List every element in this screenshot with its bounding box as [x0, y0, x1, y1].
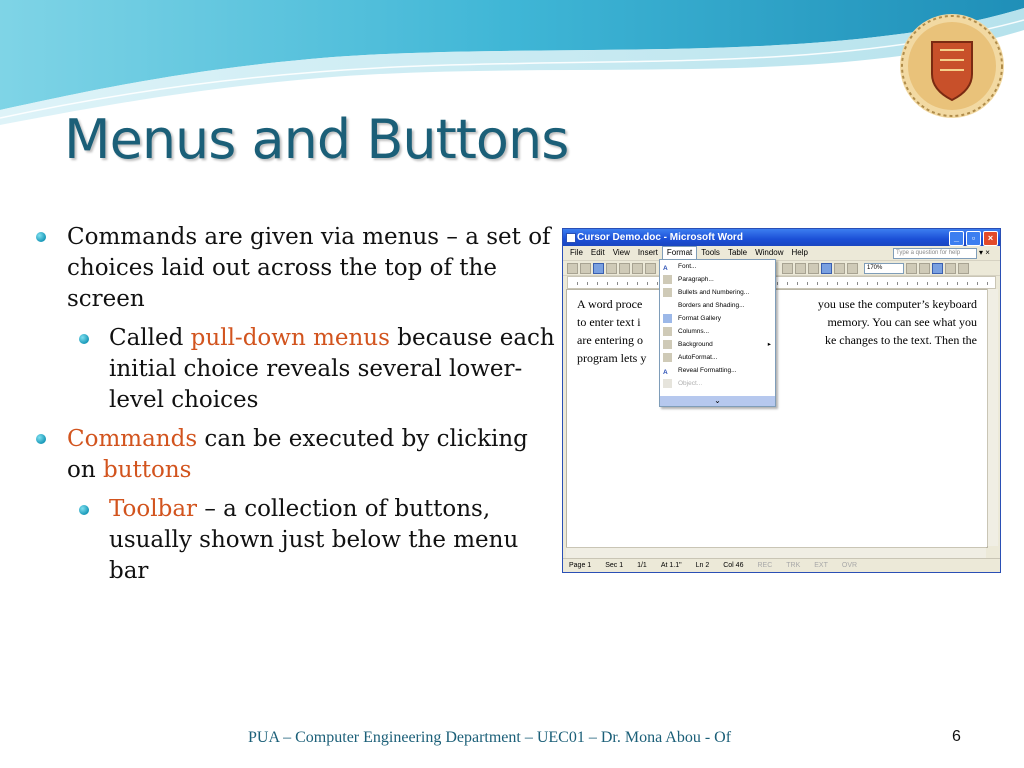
menu-table[interactable]: Table [727, 248, 748, 257]
autoformat-icon [663, 353, 672, 362]
drawing-icon[interactable] [821, 263, 832, 274]
bullet-item [36, 222, 556, 315]
excel-icon[interactable] [795, 263, 806, 274]
highlight-text: buttons [102, 457, 192, 483]
window-title: Cursor Demo.doc - Microsoft Word [577, 232, 743, 243]
bullet-text: – a collection of buttons, usually shown just below the menu bar [109, 496, 519, 584]
paragraph-icon [663, 275, 672, 284]
menu-item-borders[interactable]: Borders and Shading... [678, 302, 745, 309]
bullets-icon [663, 288, 672, 297]
open-icon[interactable] [580, 263, 591, 274]
underline-icon[interactable] [919, 263, 930, 274]
doc-line: you use the computer’s keyboard [817, 297, 977, 311]
minimize-button[interactable]: _ [949, 231, 964, 246]
bullet-list [36, 222, 556, 595]
background-icon [663, 340, 672, 349]
expand-menu-chevron-icon[interactable]: ⌄ [660, 396, 775, 406]
columns-icon[interactable] [808, 263, 819, 274]
submenu-arrow-icon: ▸ [767, 341, 771, 348]
gallery-icon [663, 314, 672, 323]
slide-title: Menus and Buttons [64, 108, 569, 171]
status-rec[interactable]: REC [757, 562, 773, 569]
standard-toolbar [563, 261, 1000, 276]
document-map-icon[interactable] [834, 263, 845, 274]
bullet-text: can be executed by clicking on [67, 426, 528, 483]
sub-bullet-item [36, 494, 556, 587]
reveal-icon: A [663, 369, 668, 376]
menu-item-format-gallery[interactable]: Format Gallery [660, 312, 775, 325]
bullet-dot-icon [79, 334, 89, 344]
save-icon[interactable] [593, 263, 604, 274]
doc-line: program lets y [577, 351, 647, 365]
highlight-text: Commands [67, 426, 198, 452]
page-number: 6 [952, 728, 961, 745]
highlight-text: pull-down menus [190, 325, 390, 351]
print-icon[interactable] [619, 263, 630, 274]
menu-bar [563, 246, 1000, 261]
status-pages: 1/1 [637, 562, 647, 569]
status-ext[interactable]: EXT [814, 562, 828, 569]
bullet-text: Commands are given via menus – a set of choices laid out across the top of the screen [67, 224, 551, 312]
show-hide-icon[interactable] [847, 263, 858, 274]
bullet-dot-icon [36, 434, 46, 444]
status-section: Sec 1 [605, 562, 624, 569]
menu-item-font[interactable]: A Font... [663, 263, 697, 272]
horizontal-ruler[interactable] [567, 276, 996, 289]
decrease-indent-icon[interactable] [945, 263, 956, 274]
spelling-icon[interactable] [645, 263, 656, 274]
maximize-button[interactable]: ▫ [966, 231, 981, 246]
vertical-scrollbar[interactable] [987, 289, 998, 546]
new-doc-icon[interactable] [567, 263, 578, 274]
menu-item-columns[interactable]: Columns... [660, 325, 775, 338]
close-doc-icon[interactable]: ▾ × [979, 248, 990, 257]
align-left-icon[interactable] [932, 263, 943, 274]
menu-tools[interactable]: Tools [701, 248, 720, 257]
status-bar [563, 558, 1001, 572]
bullet-text: because each initial choice reveals several lower-level choices [109, 325, 555, 413]
sub-bullet-item [36, 323, 556, 416]
menu-item-paragraph[interactable]: Paragraph... [660, 273, 775, 286]
permission-icon[interactable] [606, 263, 617, 274]
bullet-text: Called [109, 325, 191, 351]
increase-indent-icon[interactable] [958, 263, 969, 274]
highlight-text: Toolbar [109, 496, 198, 522]
word-doc-icon [566, 233, 576, 243]
bullet-dot-icon [36, 232, 46, 242]
menu-file[interactable]: File [570, 248, 583, 257]
word-window-screenshot [562, 228, 1001, 573]
horizontal-scrollbar[interactable] [566, 547, 986, 558]
status-trk[interactable]: TRK [786, 562, 801, 569]
menu-item-background[interactable]: Background ▸ [660, 338, 775, 351]
bullet-item [36, 424, 556, 486]
footer-text: PUA – Computer Engineering Department – UEC01 – Dr. Mona Abou - Of [248, 729, 732, 746]
doc-line: A word proce [577, 297, 643, 311]
help-icon[interactable] [906, 263, 917, 274]
columns-icon [663, 327, 672, 336]
doc-line: to enter text i [577, 315, 641, 329]
menu-insert[interactable]: Insert [637, 248, 658, 257]
menu-view[interactable]: View [612, 248, 630, 257]
status-at: At 1.1" [660, 562, 682, 569]
doc-line: memory. You can see what you [827, 315, 977, 329]
font-icon: A [663, 265, 668, 272]
doc-line: ke changes to the text. Then the [824, 333, 977, 347]
menu-item-autoformat[interactable]: AutoFormat... [660, 351, 775, 364]
bullet-dot-icon [79, 505, 89, 515]
print-preview-icon[interactable] [632, 263, 643, 274]
object-icon [663, 379, 672, 388]
status-line: Ln 2 [695, 562, 710, 569]
status-ovr[interactable]: OVR [841, 562, 858, 569]
menu-window[interactable]: Window [755, 248, 784, 257]
format-menu-dropdown [659, 259, 776, 407]
window-titlebar [563, 229, 1000, 246]
document-page[interactable] [566, 289, 988, 548]
menu-format[interactable]: Format [662, 246, 697, 260]
menu-item-reveal-formatting[interactable]: A Reveal Formatting... [663, 367, 737, 376]
menu-edit[interactable]: Edit [590, 248, 605, 257]
close-button[interactable]: × [983, 231, 998, 246]
zoom-select[interactable]: 170% [864, 263, 904, 274]
status-column: Col 46 [723, 562, 744, 569]
menu-help[interactable]: Help [791, 248, 808, 257]
help-search-input[interactable]: Type a question for help [893, 248, 977, 259]
status-page: Page 1 [569, 562, 592, 569]
menu-item-object: Object... [660, 377, 775, 390]
table-icon[interactable] [782, 263, 793, 274]
document-text[interactable] [577, 295, 977, 367]
menu-item-bullets[interactable]: Bullets and Numbering... [660, 286, 775, 299]
university-seal-logo [898, 12, 1006, 120]
doc-line: are entering o [577, 333, 643, 347]
